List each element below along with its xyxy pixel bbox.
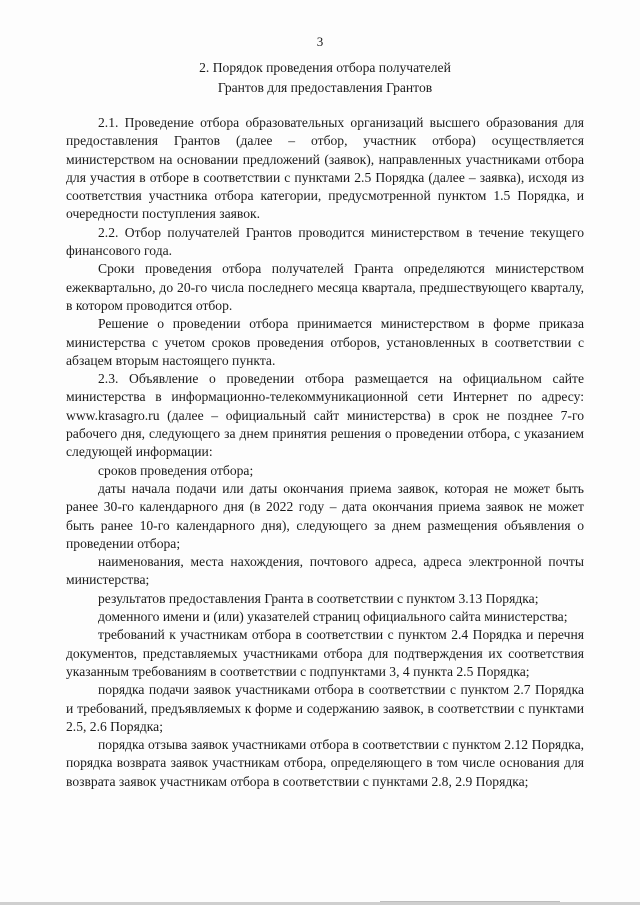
paragraph-selection-terms: Сроки проведения отбора получателей Гранта определяются министерством ежеквартально, до 20-го числа последнего месяца квартала, предшествующего кварталу, в котором проводится отбор. <box>66 261 584 313</box>
page-number: 3 <box>316 34 324 49</box>
paragraph-2-2: 2.2. Отбор получателей Грантов проводится министерством в течение текущего финансового года. <box>66 224 584 259</box>
list-item-participant-requirements: требований к участникам отбора в соответствии с пунктом 2.4 Порядка и перечня документов, представляемых участниками отбора для подтверждения их соответствия указанным требованиям в соответствии с подпунктами 3, 4 пункта 2.5 Порядка; <box>66 627 584 679</box>
paragraph-decision: Решение о проведении отбора принимается министерством в форме приказа министерства с учетом сроков проведения отборов, установленных в соответствии с абзацем вторым настоящего пункта. <box>66 316 584 368</box>
list-item-grant-results: результатов предоставления Гранта в соответствии с пунктом 3.13 Порядка; <box>98 590 539 606</box>
list-item-ministry-contacts: наименования, места нахождения, почтового адреса, адреса электронной почты министерства; <box>66 554 584 588</box>
document-body <box>66 114 584 791</box>
section-heading-line-2: Грантов для предоставления Грантов <box>217 80 433 95</box>
list-item-application-procedure: порядка подачи заявок участниками отбора в соответствии с пунктом 2.7 Порядка и требований, предъявляемых к форме и содержанию заявок, в соответствии с пунктами 2.5, 2.6 Порядка; <box>66 682 584 734</box>
section-heading-line-1: 2. Порядок проведения отбора получателей <box>199 60 451 75</box>
paragraph-2-3: 2.3. Объявление о проведении отбора размещается на официальном сайте министерства в информационно-телекоммуникационной сети Интернет по адресу: www.krasagro.ru (далее – официальный сайт министерства) в срок не позднее 7-го рабочего дня, следующего за днем принятия решения о проведении отбора, с указанием следующей информации: <box>66 371 584 460</box>
section-heading <box>60 58 590 98</box>
list-item-domain-name: доменного имени и (или) указателей страниц официального сайта министерства; <box>98 609 568 625</box>
list-item-terms: сроков проведения отбора; <box>98 462 254 478</box>
list-item-withdrawal-procedure: порядка отзыва заявок участниками отбора в соответствии с пунктом 2.12 Порядка, порядка возврата заявок участникам отбора, определяющего в том числе основания для возврата заявок участникам отбора в соответствии с пунктами 2.8, 2.9 Порядка; <box>66 737 584 789</box>
list-item-dates: даты начала подачи или даты окончания приема заявок, которая не может быть ранее 30-го календарного дня (в 2022 году – дата окончания приема заявок не может быть ранее 10-го календарного дня), следующего за днем размещения объявления о проведении отбора; <box>66 480 584 551</box>
paragraph-2-1: 2.1. Проведение отбора образовательных организаций высшего образования для предоставления Грантов (далее – отбор, участник отбора) осуществляется министерством на основании предложений (заявок), направленных участниками отбора для участия в отборе в соответствии с пунктами 2.5 Порядка (далее – заявка), исходя из соответствия участника отбора категории, предусмотренной пунктом 1.5 Порядка, и очередности поступления заявок. <box>66 115 584 222</box>
